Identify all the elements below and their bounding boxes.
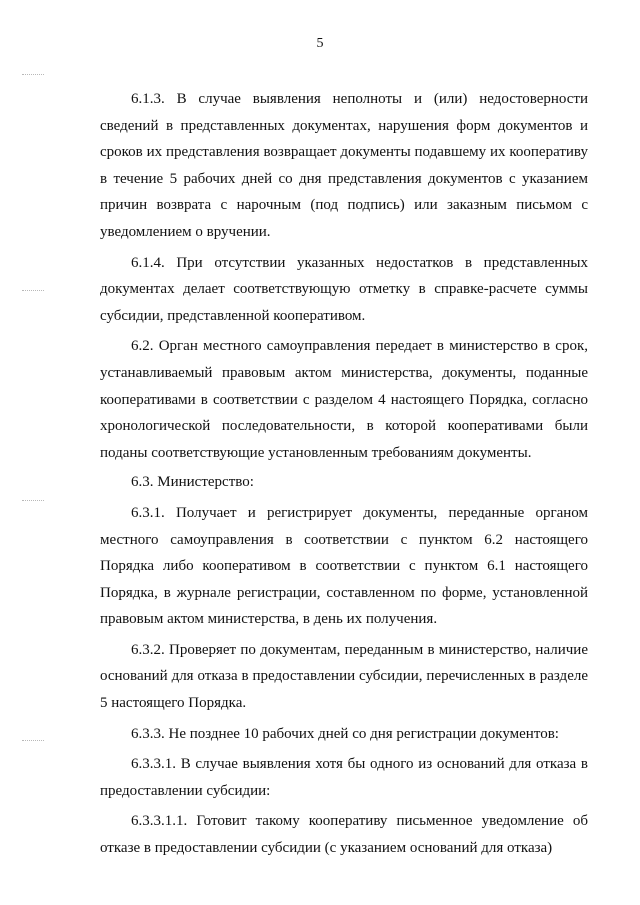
page-number: 5 — [316, 36, 324, 51]
paragraph-6-3-3: 6.3.3. Не позднее 10 рабочих дней со дня регистрации документов: — [131, 725, 559, 742]
paragraph-6-1-4: 6.1.4. При отсутствии указанных недостатков в представленных документах делает соответствующую отметку в справке-расчете суммы субсидии, представленной кооперативом. — [100, 254, 588, 324]
margin-mark — [22, 500, 44, 502]
paragraph-6-3-1: 6.3.1. Получает и регистрирует документы, переданные органом местного самоуправления в соответствии с пунктом 6.2 настоящего Порядка либо кооперативом в соответствии с пунктом 6.1 настоящего Порядка, в журнале регистрации, составленном по форме, установленной правовым актом министерства, в день их получения. — [100, 504, 588, 628]
document-body — [100, 86, 588, 862]
paragraph-6-3: 6.3. Министерство: — [131, 474, 254, 491]
margin-mark — [22, 290, 44, 292]
margin-mark — [22, 74, 44, 76]
paragraph-6-2: 6.2. Орган местного самоуправления передает в министерство в срок, устанавливаемый правовым актом министерства, документы, поданные кооперативами в соответствии с разделом 4 настоящего Порядка, согласно хронологической последовательности, в которой кооперативами были поданы соответствующие установленным требованиям документы. — [100, 338, 588, 461]
paragraph-6-3-3-1: 6.3.3.1. В случае выявления хотя бы одного из оснований для отказа в предоставлении субсидии: — [100, 756, 588, 799]
paragraph-6-1-3: 6.1.3. В случае выявления неполноты и (или) недостоверности сведений в представленных документах, нарушения форм документов и сроков их представления возвращает документы подавшему их кооперативу в течение 5 рабочих дней со дня представления документов с указанием причин возврата с нарочным (под подпись) или заказным письмом с уведомлением о вручении. — [100, 91, 588, 240]
paragraph-6-3-3-1-1: 6.3.3.1.1. Готовит такому кооперативу письменное уведомление об отказе в предоставлении субсидии (с указанием оснований для отказа) — [100, 813, 588, 857]
paragraph-6-3-2: 6.3.2. Проверяет по документам, переданным в министерство, наличие оснований для отказа в предоставлении субсидии, перечисленных в разделе 5 настоящего Порядка. — [100, 641, 588, 712]
margin-mark — [22, 740, 44, 742]
